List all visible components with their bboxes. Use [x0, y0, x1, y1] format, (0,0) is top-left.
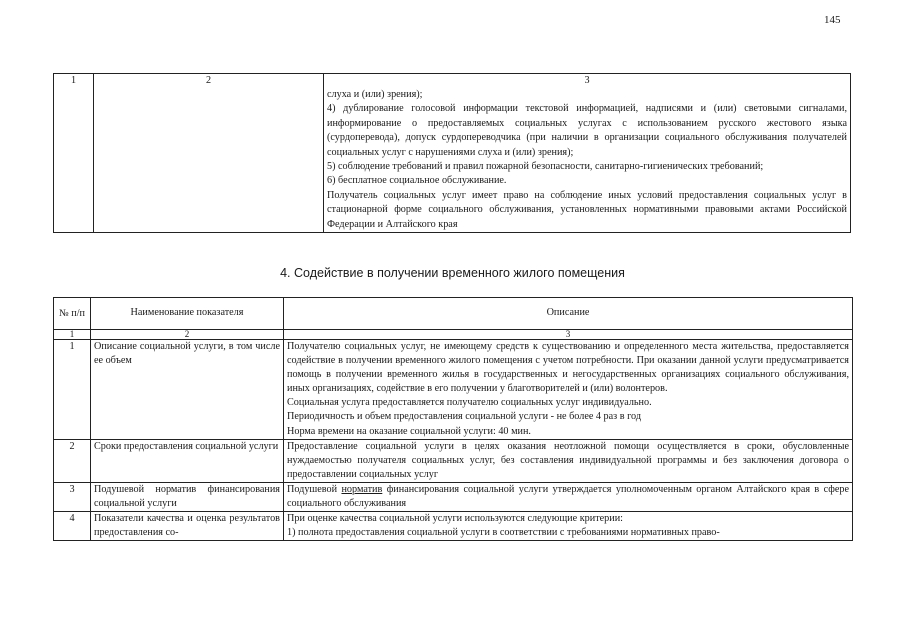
description-cell: [324, 74, 851, 233]
text-line: Социальная услуга предоставляется получателю социальных услуг индивидуально.: [287, 397, 652, 409]
text-line: 4) дублирование голосовой информации текстовой информацией, надписями и (или) световыми сигналами, информирование о предоставляемых социальных услугах с использованием русского жестового языка (сурдоперевода), допуск сурдопереводчика (при наличии в организации социального обслуживания получателей социальных услуг с нарушениями слуха и (или) зрения);: [327, 103, 847, 158]
description-cell: [284, 512, 853, 541]
text-line: При оценке качества социальной услуги используются следующие критерии:: [287, 513, 624, 525]
underlined-word: норматив: [341, 483, 383, 495]
col-number-3: 3: [584, 75, 590, 86]
col-number-3: 3: [284, 330, 853, 340]
indicator-name: Описание социальной услуги, в том числе ее объем: [91, 340, 284, 440]
row-number: 1: [54, 340, 91, 440]
continued-table: [53, 73, 851, 233]
indicator-name: Сроки предоставления социальной услуги: [91, 439, 284, 482]
page-number: 145: [824, 14, 841, 26]
text-line: Предоставление социальной услуги в целях оказания неотложной помощи осуществляется в сроки, обусловленные нуждаемостью получателя социальных услуг, без составления индивидуальной программы и без заключения договора о предоставлении социальных услуг: [287, 440, 849, 480]
text-line: Периодичность и объем предоставления социальной услуги - не более 4 раз в год: [287, 411, 641, 423]
col-number-2: 2: [91, 330, 284, 340]
text-line: Норма времени на оказание социальной услуги: 40 мин.: [287, 425, 531, 437]
row-number: 3: [54, 482, 91, 511]
table-header-row: [54, 298, 853, 330]
description-cell: [284, 439, 853, 482]
table-row: [54, 74, 851, 233]
col-number-1: 1: [54, 74, 94, 233]
text-line: слуха и (или) зрения);: [327, 89, 423, 100]
text-line: 5) соблюдение требований и правил пожарной безопасности, санитарно-гигиенических требований;: [327, 161, 764, 173]
col-number-2: 2: [94, 74, 324, 233]
text-line: Получатель социальных услуг имеет право на соблюдение иных условий предоставления социальных услуг в стационарной форме социального обслуживания, установленных нормативными правовыми актами Российской Федерации и Алтайского края: [327, 189, 847, 230]
section-title: 4. Содействие в получении временного жилого помещения: [280, 266, 625, 280]
header-number: № п/п: [54, 298, 91, 330]
column-numbers-row: [54, 330, 853, 340]
table-row: [54, 439, 853, 482]
table-row: [54, 482, 853, 511]
text-line: 1) полнота предоставления социальной услуги в соответствии с требованиями нормативных право-: [287, 527, 720, 539]
description-cell: [284, 340, 853, 440]
row-number: 2: [54, 439, 91, 482]
service-table: [53, 297, 853, 541]
header-indicator: Наименование показателя: [91, 298, 284, 330]
text-fragment: финансирования социальной услуги утверждается уполномоченным органом Алтайского края в сфере социального обслуживания: [287, 483, 849, 510]
text-fragment: Подушевой: [287, 483, 342, 495]
description-cell: [284, 482, 853, 511]
text-line: 6) бесплатное социальное обслуживание.: [327, 175, 507, 187]
header-description: Описание: [284, 298, 853, 330]
col-number-1: 1: [54, 330, 91, 340]
indicator-name: Показатели качества и оценка результатов предоставления со-: [91, 512, 284, 541]
text-line: Получателю социальных услуг, не имеющему средств к существованию и определенного места жительства, предоставляется содействие в получении временного жилого помещения с учетом потребности. При оказании данной услуги предусматривается помощь в получении временного жилья в государственных и негосударственных организациях социального обслуживания, иных организациях, содействие в его получении у благотворителей и (или) волонтеров.: [287, 341, 849, 395]
indicator-name: Подушевой норматив финансирования социальной услуги: [91, 482, 284, 511]
row-number: 4: [54, 512, 91, 541]
table-row: [54, 512, 853, 541]
table-row: [54, 340, 853, 440]
